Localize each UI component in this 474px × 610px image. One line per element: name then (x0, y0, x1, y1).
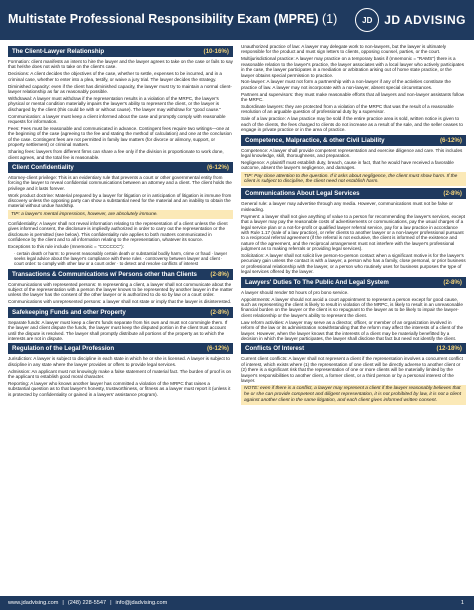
section-pct: (12-18%) (436, 345, 462, 353)
paragraph-admission: Admission: An applicant must not knowingly make a false statement of material fact. The burden of proof is on the applicant to establish good moral character. (8, 368, 232, 380)
paragraph-appointments: Appointments: A lawyer should not avoid a court appointment to represent a person except for good cause, such as representing the client is likely to result in violation of the MRPC, is likely to result in an unreasonable financial burden on the lawyer or the client is so repugnant to the lawyer as to be likely to impair the lawyer-client relationship or the lawyer's ability to represent the client. (241, 296, 463, 318)
page-number: 1 (460, 600, 464, 606)
paragraph-withdrawal: Withdrawal: A lawyer must withdraw if the representation results in a violation of the MRPC, the lawyer's physical or mental condition materially impairs the lawyer's ability to represent the client, or the lawyer is discharged by the client (this could be with or without cause). The lawyer may withdraw for "good cause." (8, 95, 222, 112)
paragraph-non-lawyer: Non-lawyer: A lawyer must not form a partnership with a non-lawyer if any of the activities constitute the practice of law. A lawyer may not incorporate with a non-lawyer, absent special circumstances. (241, 79, 451, 90)
section-pct: (2-8%) (443, 190, 462, 198)
section-pct: (6-12%) (206, 163, 229, 171)
footer-website-link[interactable]: www.jdadvising.com (8, 600, 59, 606)
paragraph-pro-bono: A lawyer should render 50 hours of pro bono service. (241, 289, 349, 295)
left-column (8, 44, 233, 591)
section-header-competence (241, 135, 466, 146)
logo-mark-icon (355, 8, 379, 32)
paragraph-formation: Formation: client manifests an intent to hire the lawyer and the lawyer agrees to take on the case or fails to say that he/she does not wish to take on the client's case. (8, 59, 233, 70)
title-text: Multistate Professional Responsibility Exam (MPRE) (8, 12, 319, 26)
paragraph-decisions: Decisions: A client decides the objectives of the case, whether to settle, expenses to be incurred, and in a criminal case, whether to enter into a plea, testify, or waive a jury trial. The lawyer decides the strategy. (8, 71, 222, 82)
paragraph-unauthorized-practice: Unauthorized practice of law: A lawyer may delegate work to non-lawyers, but the lawyer is ultimately responsible for the product and must sign letters to clients, opposing counsel, parties, or the court. (241, 44, 447, 55)
note-box: NOTE: even if there is a conflict, a lawyer may represent a client if the lawyer reasonably believes that he or she can provide competent and diligent representation, it is not prohibited by law, it is not a client against another client in the same litigation, and each client gives informed written consent. (241, 385, 466, 405)
paragraph-fees: Fees: Fees must be reasonable and communicated in advance. Contingent fees require two writings—one at the beginning of the case (agreeing to the fee and stating the method of calculation) and one at the conclusion of the case. Contingent fees are not permitted in family law matters (for divorce or alimony, support, or property settlement) or criminal matters. (8, 125, 232, 148)
footer-email-link[interactable]: info@jdadvising.com (115, 600, 168, 606)
paragraph-current-client-conflicts: Current client conflicts: A lawyer shall not represent a client if the representation involves a concurrent conflict of interest, which exists where (1) the representation of one client will be directly adverse to another client or (2) there is a significant risk that the representation of one or more clients will be materially limited by the lawyer's responsibilities to another client, a former client, or a third person or by a personal interest of the lawyer. (241, 356, 463, 383)
section-title: The Client-Lawyer Relationship (12, 48, 105, 55)
section-pct: (6-12%) (206, 345, 229, 353)
paragraph-represented-persons: Communications with represented persons: In representing a client, a lawyer shall not communicate about the subject of the representation with a person the lawyer knows to be represented by another lawyer in the matter unless the lawyer has the consent of the other lawyer or is authorized to do so by law or a court order. (8, 281, 233, 298)
paragraph-general-rule: General rule: a lawyer may advertise through any media. However, communications must not be false or misleading. (241, 201, 453, 212)
section-pct: (2-8%) (443, 278, 462, 286)
paragraph-separate-funds: Separate funds: A lawyer must keep a client's funds separate from his own and must not commingle them. If the lawyer and client dispute the funds, the lawyer must keep the disputed portion in the client trust account until the dispute is resolved. The lawyer shall promptly distribute all portions of the property as to which the interests are not in dispute. (8, 319, 228, 341)
footer-separator: | (110, 600, 112, 606)
section-title: Safekeeping Funds and other Property (12, 308, 126, 316)
section-header-regulation (8, 343, 233, 354)
section-title: Regulation of the Legal Profession (12, 345, 115, 353)
section-title: Competence, Malpractice, & other Civil Liability (245, 136, 385, 144)
exceptions-list: · certain death or harm: to prevent reasonably certain death or substantial bodily harm, crime or fraud · lawyer seeks legal advice about the lawyer's compliance with these rules · controversy between lawyer and client · court order: to comply with other law or a court order · to detect and resolve conflicts of interest (14, 250, 228, 267)
paragraph-subordinate: Subordinate lawyers: they are protected from a violation of the MRPC that was the result of a reasonable resolution of an arguable question of professional duty by a supervisor. (241, 104, 454, 115)
tip-box: TIP: a lawyer's mental impressions, however, are absolutely immune. (8, 210, 233, 219)
paragraph-competence: Competence: A lawyer shall provide competent representation and exercise diligence and care. This includes legal knowledge, skill, thoroughness, and preparation. (241, 147, 463, 158)
page-title (8, 12, 337, 26)
section-pct: (2-8%) (210, 308, 229, 316)
section-header-transactions (8, 269, 233, 280)
section-title: Transactions & Communications w/ Persons other than Clients (12, 270, 197, 278)
section-pct: (6-12%) (439, 136, 462, 144)
footer-separator: | (62, 600, 64, 606)
paragraph-sale-practice: Sale of a law practice: A law practice may be sold if the entire practice area is sold, written notice is given to each of the clients, the fees charged to clients do not increase as a result of the sale, and the seller ceases to engage in private practice or in the area of practice. (241, 116, 463, 133)
section-title: Lawyers' Duties To The Public And Legal System (245, 278, 389, 286)
paragraph-unrepresented-persons: Communications with unrepresented persons: a lawyer shall not state or imply that the lawyer is disinterested. (8, 299, 232, 305)
section-header-public-duties (241, 277, 466, 288)
paragraph-payment: Payment: a lawyer shall not give anything of value to a person for recommending the lawyer's services, except that a lawyer may pay the reasonable costs of advertisements or communications, pay the usual charges of a legal service plan or a not-for-profit or qualified lawyer referral service, pay for a law practice in accordance with Rule 1.17 (sale of a law practice), or refer clients to another lawyer or a non-lawyer professional pursuant to a reciprocal referral agreement (if the referral is not exclusive, the client is informed of the existence and nature of the agreement, and the reciprocal arrangement must not interfere with the lawyer's professional judgment as to making referrals or providing legal services). (241, 213, 466, 252)
paragraph-partners: Partners and supervisors: they must make reasonable efforts that all lawyers and non-lawyer assistants follow the MRPC. (241, 91, 465, 103)
paragraph-reporting: Reporting: A lawyer who knows another lawyer has committed a violation of the MRPC that raises a substantial question as to that lawyer's honesty, trustworthiness, or fitness as a lawyer must report it (unless it is protected by confidentiality or gained in a lawyers' assistance program). (8, 380, 231, 397)
paragraph-multijurisdictional: Multijurisdictional practice: A lawyer may practice on a temporary basis if (mnemonic = "RAMS") there is a reasonable relation to the lawyer's practice, the lawyer associates with a local lawyer who actively participates in the case, the lawyer participates in a mediation or arbitration arising out of home state practice, or the lawyer obtains special permission to practice. (241, 56, 465, 78)
paragraph-work-product: Work product doctrine: Material prepared by a lawyer for litigation or in anticipation of litigation is immune from discovery unless the opposing party can show a substantial need for the material and an inability to obtain the material without undue hardship. (8, 192, 232, 209)
section-title: Communications About Legal Services (245, 190, 360, 198)
section-title: Client Confidentiality (12, 163, 74, 171)
tip-box: TIP: Pay close attention to the question. If it asks about negligence, the client must show harm. If the client is subject to discipline, the client need not establish harm. (241, 172, 466, 186)
footer-phone: (248) 228-5547 (67, 600, 107, 606)
section-header-client-lawyer (8, 46, 233, 57)
paragraph-exceptions: Exceptions to this rule include (mnemonic = "CCCCCC"): (8, 244, 124, 250)
section-pct: (2-8%) (210, 270, 229, 278)
section-header-safekeeping (8, 307, 233, 318)
paragraph-law-reform: Law reform activities: A lawyer may serve as a director, officer, or member of an organization involved in reform of the law or its administration notwithstanding that the reform may affect the interests of a client of the lawyer. However, when the lawyer knows that the interests of a client may be materially benefitted by a decision in which the lawyer participates, the lawyer shall disclose that fact but need not identify the client. (241, 319, 464, 341)
paragraph-diminished-capacity: Diminished capacity: even if the client has diminished capacity, the lawyer must try to maintain a normal client-lawyer relationship as far as reasonably possible. (8, 83, 232, 95)
paragraph-solicitation: Solicitation: A lawyer shall not solicit live person-to-person contact when a significant motive is for the lawyer's pecuniary gain unless the contact is with a lawyer, a person who has a family, close personal, or prior business or professional relationship with the lawyer, or a person who routinely uses for business purposes the type of legal services offered by the lawyer. (241, 253, 466, 275)
paragraph-sharing-fees: Sharing fees: lawyers from different firms can share a fee only if the division is proportionate to work done, client agrees, and the total fee is reasonable. (8, 149, 224, 160)
page-footer (0, 596, 474, 610)
paragraph-jurisdiction: Jurisdiction: A lawyer is subject to discipline in each state in which he or she is licensed. A lawyer is subject to discipline in any state where the lawyer provides or offers to provide legal services. (8, 356, 230, 367)
section-header-communications (241, 188, 466, 199)
page-header (0, 0, 474, 40)
paragraph-confidentiality: Confidentiality: A lawyer shall not reveal information relating to the representation of a client unless the client gives informed consent, the disclosure is impliedly authorized in order to carry out the representation or the disclosure is permitted (see below). This confidentiality rule applies to both matters communicated in confidence by the client and to all information relating to the representation, whatever its source. (8, 220, 228, 243)
paragraph-privilege: Attorney-client privilege: This is an evidentiary rule that prevents a court or other governmental entity from forcing the lawyer to reveal confidential communications between an attorney and a client. The client holds the privilege and it lasts forever. (8, 174, 232, 191)
title-part: (1) (321, 12, 338, 26)
section-header-confidentiality (8, 162, 233, 173)
paragraph-negligence: Negligence: A plaintiff must establish duty, breach, cause in fact, that he would have received a favorable outcome, absent the lawyer's negligence, and damages. (241, 159, 454, 171)
section-title: Conflicts Of Interest (245, 345, 305, 353)
logo (355, 8, 466, 32)
section-header-conflicts (241, 343, 466, 354)
logo-initials: JD (362, 15, 373, 25)
right-column (241, 44, 466, 591)
section-pct: (10-16%) (203, 48, 229, 55)
paragraph-communication: Communication: a lawyer must keep a client informed about the case and promptly comply with reasonable requests for information. (8, 113, 226, 125)
logo-text: JD ADVISING (384, 13, 466, 27)
